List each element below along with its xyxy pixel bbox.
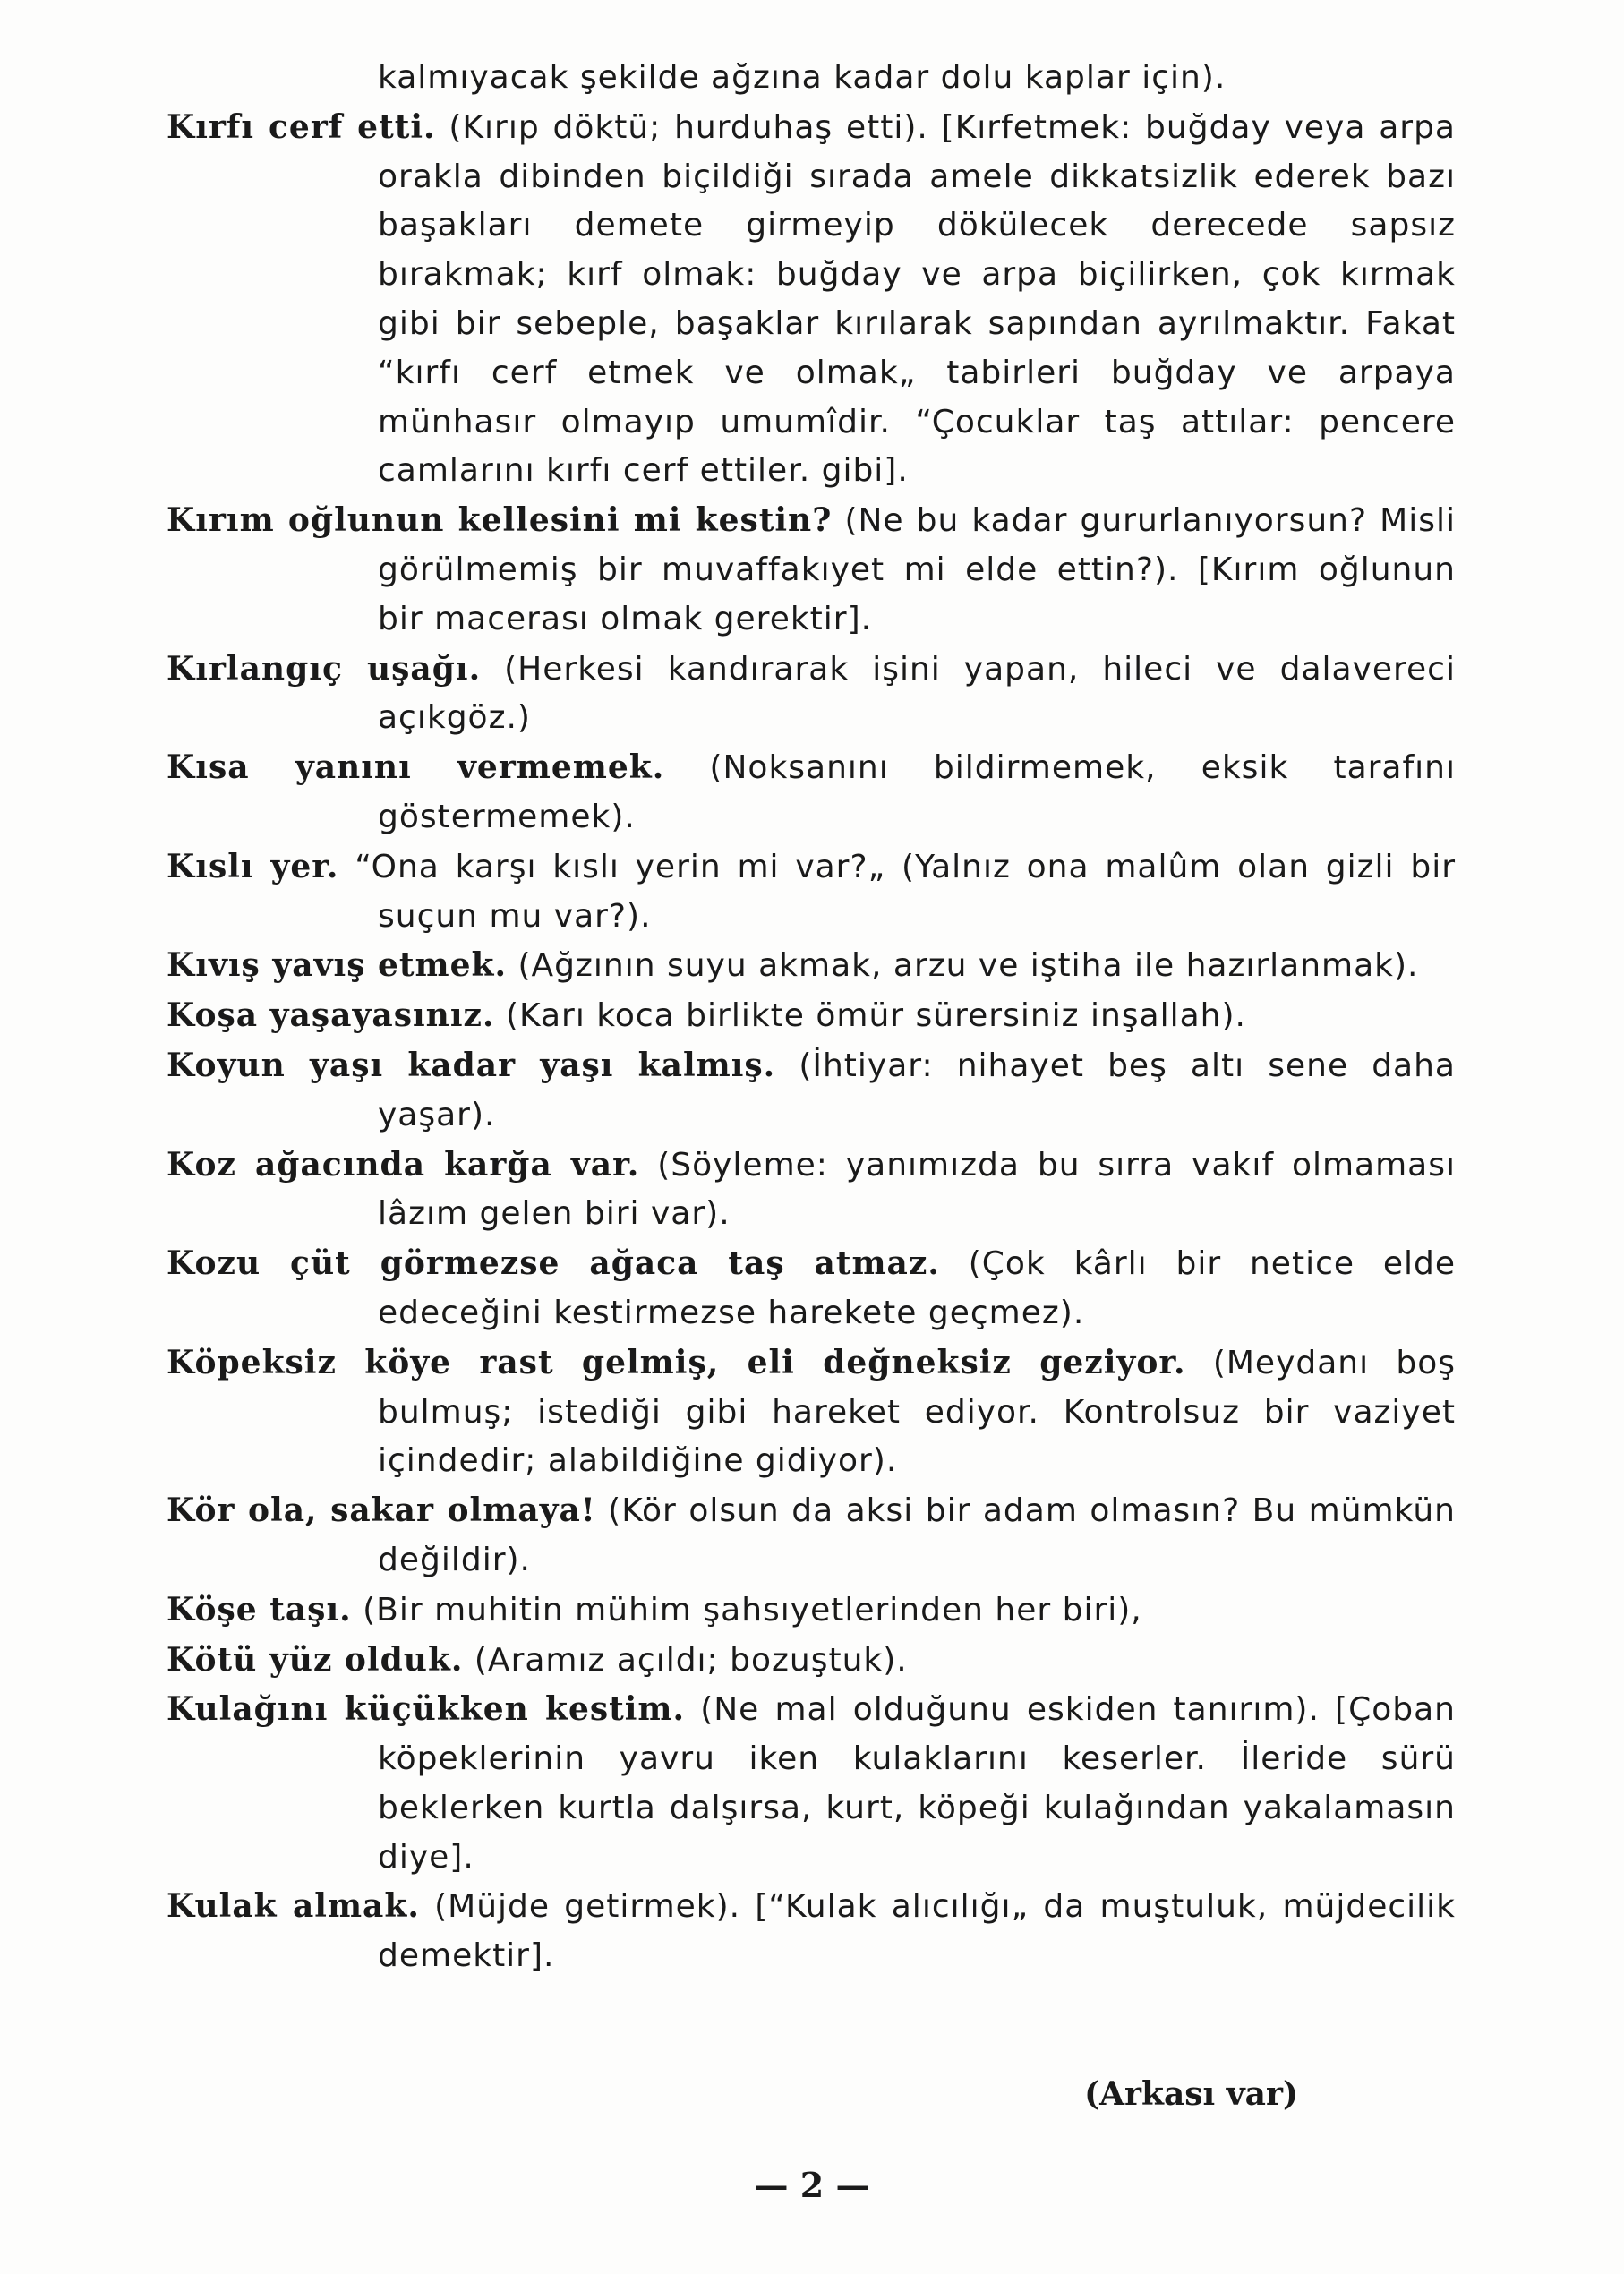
dictionary-entry [167,1586,1456,1636]
entry-definition: (Kırıp döktü; hurduhaş etti). [Kırfetmek: buğday veya arpa orakla dibinden biçildiği sırada amele dikkatsizlik ederek bazı başakları demete girmeyip dökülecek derecede sapsız bırakmak; kırf olmak: buğday ve arpa biçilirken, çok kırmak gibi bir sebeple, başaklar kırılarak sapından ayrılmaktır. Fakat “kırfı cerf etmek ve olmak„ tabirleri buğday ve arpaya münhasır olmayıp umumîdir. “Çocuklar taş attılar: pencere camlarını kırfı cerf ettiler. gibi]. [378,108,1456,490]
dictionary-entry [167,1041,1456,1141]
entry-headword: Kırfı cerf etti. [167,107,436,146]
dictionary-entry [167,1636,1456,1686]
entry-definition: (Müjde getirmek). [“Kulak alıcılığı„ da muştuluk, müjdecilik demektir]. [378,1888,1456,1975]
entry-definition: (Meydanı boş bulmuş; istediği gibi hareket ediyor. Kontrolsuz bir vaziyet içindedir; alabildiğine gidiyor). [378,1344,1456,1480]
dictionary-entry [167,842,1456,942]
dictionary-entry [167,991,1456,1041]
entry-definition: (İhtiyar: nihayet beş altı sene daha yaşar). [378,1047,1456,1133]
page-number: — 2 — [754,2165,870,2205]
entry-definition: (Ne mal olduğunu eskiden tanırım). [Çoban köpeklerinin yavru iken kulaklarını keserler. İleride sürü beklerken kurtla dalşırsa, kurt, köpeği kulağından yakalamasın diye]. [378,1691,1456,1876]
dictionary-entry [167,645,1456,744]
entry-headword: Kozu çüt görmezse ağaca taş atmaz. [167,1244,940,1283]
entry-definition: (Bir muhitin mühim şahsıyetlerinden her biri), [363,1591,1142,1629]
entry-headword: Koşa yaşayasınız. [167,996,495,1035]
entry-headword: Kulak almak. [167,1887,420,1926]
to-be-continued-note: (Arkası var) [1084,2075,1298,2113]
entry-definition: (Kör olsun da aksi bir adam olmasın? Bu mümkün değildir). [378,1492,1456,1578]
entry-headword: Koyun yaşı kadar yaşı kalmış. [167,1046,776,1084]
entry-headword: Kulağını küçükken kestim. [167,1690,686,1729]
dictionary-entry [167,496,1456,644]
entry-headword: Kötü yüz olduk. [167,1640,464,1679]
dictionary-entry [167,1685,1456,1882]
continuation-line: kalmıyacak şekilde ağzına kadar dolu kaplar için). [378,59,1227,96]
dictionary-entry [167,941,1456,991]
dictionary-entry [167,743,1456,842]
entry-definition: (Söyleme: yanımızda bu sırra vakıf olmaması lâzım gelen biri var). [378,1146,1456,1233]
entry-definition: “Ona karşı kıslı yerin mi var?„ (Yalnız ona malûm olan gizli bir suçun mu var?). [355,848,1456,935]
entry-headword: Köpeksiz köye rast gelmiş, eli değneksiz geziyor. [167,1343,1186,1381]
dictionary-entry [167,1882,1456,1981]
entry-headword: Kırım oğlunun kellesini mi kestin? [167,501,833,540]
entry-headword: Kırlangıç uşağı. [167,649,482,688]
entry-definition: (Noksanını bildirmemek, eksik tarafını göstermemek). [378,749,1456,835]
entry-definition: (Aramız açıldı; bozuştuk). [474,1641,908,1679]
entry-definition: (Herkesi kandırarak işini yapan, hileci ve dalavereci açıkgöz.) [378,650,1456,737]
entry-definition: (Çok kârlı bir netice elde edeceğini kestirmezse harekete geçmez). [378,1245,1456,1331]
entry-list [167,103,1456,1981]
entry-headword: Koz ağacında karğa var. [167,1145,640,1184]
dictionary-entry [167,103,1456,496]
entry-headword: Kısa yanını vermemek. [167,748,665,787]
entry-definition: (Ne bu kadar gururlanıyorsun? Misli görülmemiş bir muvaffakıyet mi elde ettin?). [Kırım oğlunun bir macerası olmak gerektir]. [378,502,1456,637]
entry-headword: Kör ola, sakar olmaya! [167,1492,596,1530]
entry-definition: (Karı koca birlikte ömür sürersiniz inşallah). [505,997,1246,1035]
dictionary-column [167,54,1456,1981]
entry-headword: Kıvış yavış etmek. [167,946,508,985]
dictionary-entry [167,1338,1456,1486]
entry-headword: Köşe taşı. [167,1590,352,1629]
dictionary-entry [167,1141,1456,1240]
entry-headword: Kıslı yer. [167,847,339,885]
dictionary-entry [167,1239,1456,1338]
dictionary-entry [167,1486,1456,1586]
entry-definition: (Ağzının suyu akmak, arzu ve iştiha ile hazırlanmak). [517,947,1419,985]
